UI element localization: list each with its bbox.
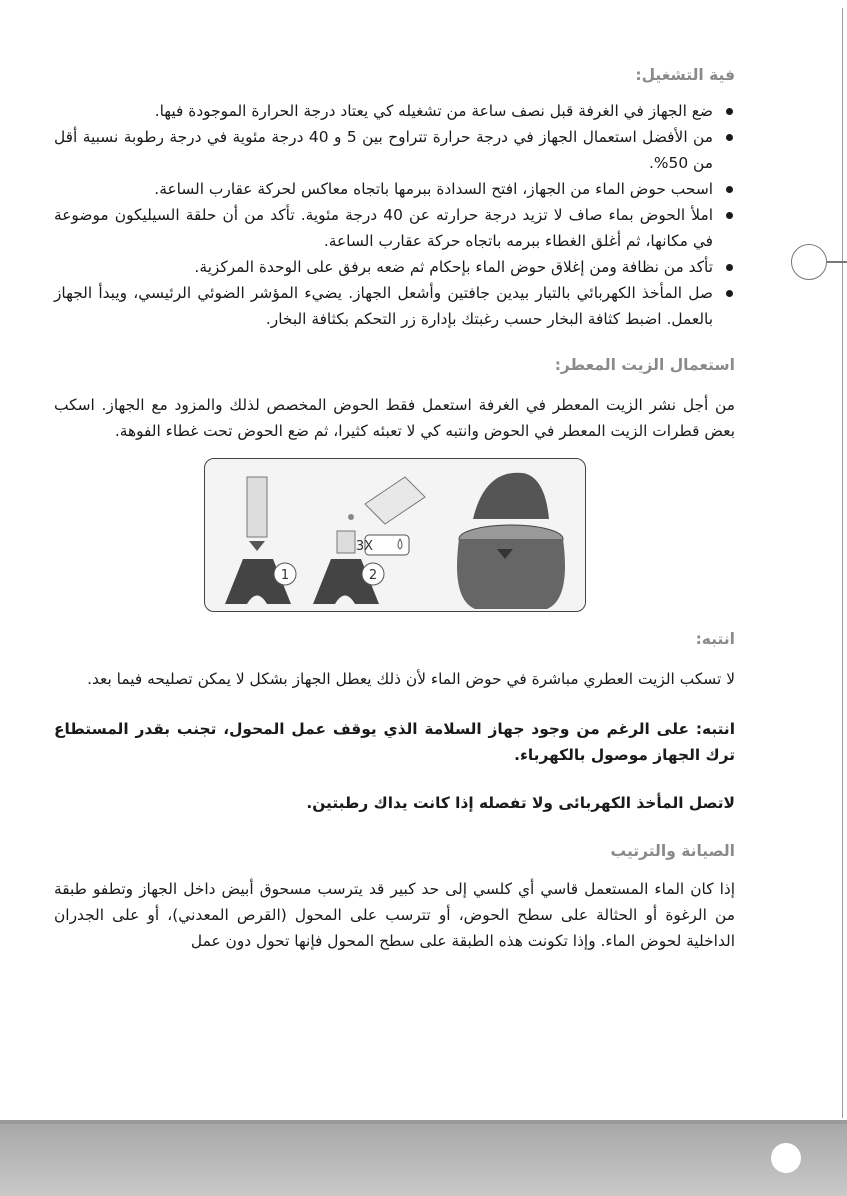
- warning-paragraph: لاتصل المأخذ الكهربائى ولا تفصله إذا كانت يداك رطبتين.: [306, 794, 735, 812]
- page-edge-line: [842, 8, 844, 1118]
- aroma-paragraph: من أجل نشر الزيت المعطر في الغرفة استعمل فقط الحوض المخصص لذلك والمزود مع الجهاز. اسكب بعض قطرات الزيت المعطر في الحوض وانتبه كي لا تعبئه كثيرا، ثم ضع الحوض تحت غطاء الفوهة.: [54, 396, 735, 440]
- section-tab-marker: [791, 244, 827, 280]
- step1-number: 1: [280, 568, 289, 583]
- drops-count-label: 3X: [355, 539, 373, 554]
- operation-step: من الأفضل استعمال الجهاز في درجة حرارة تتراوح بين 5 و 40 درجة مئوية في درجة رطوبة نسبية أقل من 50%.: [54, 124, 713, 176]
- operation-step: املأ الحوض بماء صاف لا تزيد درجة حرارته عن 40 درجة مئوية. تأكد من أن حلقة السيليكون موضوعة في مكانها، ثم أغلق الغطاء ببرمه باتجاه حركة عقارب الساعة.: [54, 202, 713, 254]
- caution-heading: انتبه:: [695, 630, 735, 648]
- oil-drop-icon: [348, 514, 354, 520]
- warning-paragraph: انتبه: على الرغم من وجود جهاز السلامة الذي يوقف عمل المحول، تجنب بقدر المستطاع ترك الجهاز موصول بالكهرباء.: [54, 720, 735, 764]
- maintenance-heading: الصيانة والترتيب: [610, 842, 735, 860]
- oil-cup-icon: [337, 531, 355, 553]
- maintenance-paragraph: إذا كان الماء المستعمل قاسي أي كلسي إلى حد كبير قد يترسب مسحوق أبيض داخل الجهاز وتطفو طبقة من الرغوة أو الحثالة على سطح الحوض، أو تترسب على المحول (القرص المعدني)، أو على الجدران الداخلية لحوض الماء. وإذا تكونت هذه الطبقة على سطح المحول فإنها تحول دون عمل: [54, 880, 735, 950]
- oil-tray-icon: [247, 477, 267, 537]
- operation-step: صل المأخذ الكهربائي بالتيار بيدين جافتين وأشعل الجهاز. يضيء المؤشر الضوئي الرئيسي، ويبدأ الجهاز بالعمل. اضبط كثافة البخار حسب رغبتك بإدارة زر التحكم بكثافة البخار.: [54, 280, 713, 332]
- aroma-steps-drawing: [205, 459, 585, 611]
- down-arrow-icon: [249, 541, 265, 551]
- aroma-heading: استعمال الزيت المعطر:: [554, 356, 735, 374]
- operation-step: ضع الجهاز في الغرفة قبل نصف ساعة من تشغيله كي يعتاد درجة الحرارة الموجودة فيها.: [54, 98, 713, 124]
- operation-step: اسحب حوض الماء من الجهاز، افتح السدادة ببرمها باتجاه معاكس لحركة عقارب الساعة.: [54, 176, 713, 202]
- page-content: [54, 62, 735, 954]
- step2-number: 2: [368, 568, 377, 583]
- oil-bottle-icon: [365, 477, 425, 524]
- page-footer-bar: [0, 1120, 847, 1196]
- operation-heading: فية التشغيل:: [635, 66, 735, 84]
- operation-steps: [54, 98, 735, 332]
- aroma-illustration: [204, 458, 586, 612]
- page-number-dot: [771, 1143, 801, 1173]
- operation-step: تأكد من نظافة ومن إغلاق حوض الماء بإحكام ثم ضعه برفق على الوحدة المركزية.: [54, 254, 713, 280]
- humidifier-nozzle-icon: [473, 473, 549, 519]
- caution-paragraph: لا تسكب الزيت العطري مباشرة في حوض الماء لأن ذلك يعطل الجهاز بشكل لا يمكن تصليحه فيما بعد.: [87, 670, 735, 688]
- section-tab-line: [825, 261, 847, 263]
